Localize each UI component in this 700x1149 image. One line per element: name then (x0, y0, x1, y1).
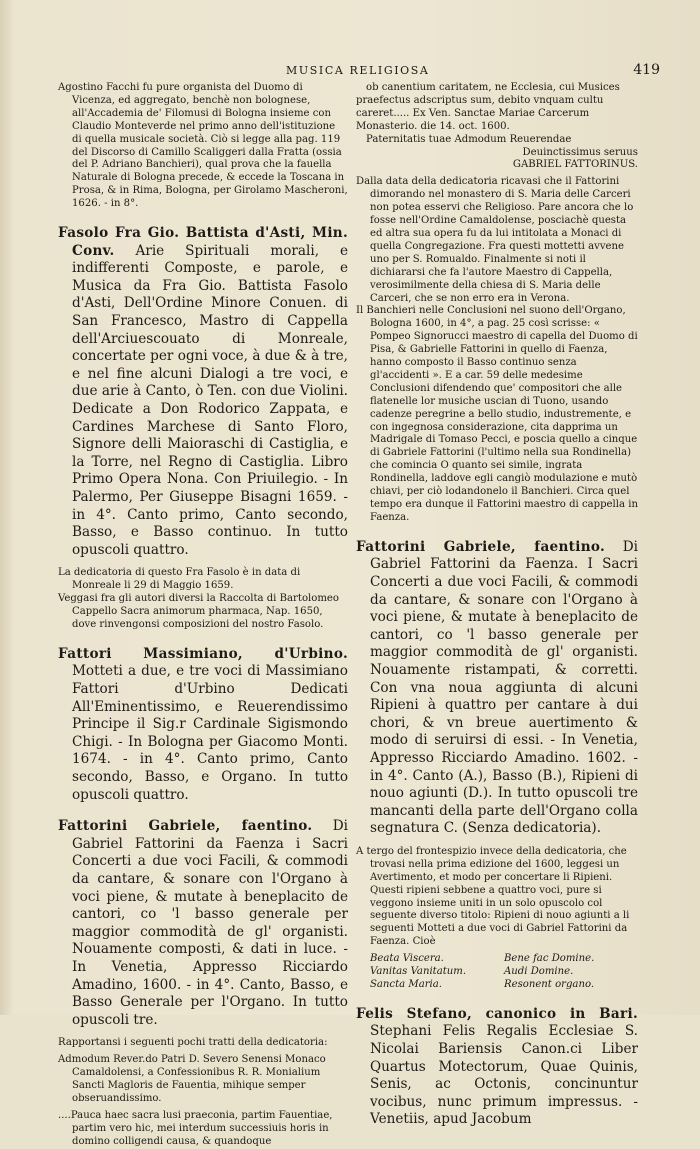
entry-heading: Felis Stefano, canonico in Bari. (356, 1005, 638, 1022)
incipit-item: Beata Viscera. (370, 953, 444, 965)
note-rapportansi: Rapportansi i seguenti pochi tratti della dedicatoria: (58, 1037, 328, 1049)
incipit-item: Audi Domine. (504, 966, 574, 978)
note-dalla-data: Dalla data della dedicatoria ricavasi che il Fattorini dimorando nel monastero di S. Maria delle Carceri non potea esservi che Religioso. Pare ancora che lo fosse nell'Ordine Camaldolense, posciachè questa ed altra sua opera fu da lui intitolata a Monaci di quella Congregazione. Fra questi mottetti avvene uno per S. Romualdo. Finalmente si noti il dichiararsi che fa l'autore Maestro di Cappella, verosimilmente della chiesa di S. Maria delle Carceri, che se non erro era in Verona. (356, 176, 634, 304)
note-dedication: La dedicatoria di questo Fra Fasolo è in data di Monreale li 29 di Maggio 1659. (58, 567, 301, 592)
closing-devinctissimus: Deuinctissimus seruus (522, 146, 638, 158)
left-column (58, 82, 348, 1149)
incipit-item: Vanitas Vanitatum. (370, 966, 467, 978)
entry-body: Stephani Felis Regalis Ecclesiae S. Nicolai Bariensis Canon.ci Liber Quartus Motectorum, Quae Quinis, Senis, ac Octonis, concinuntur vocibus, nunc primum impressus. - Venetiis, apud Jacobum (370, 1023, 638, 1128)
entry-heading: Fattori Massimiano, d'Urbino. (58, 645, 348, 662)
entry-heading: Fasolo Fra Gio. Battista d'Asti, Min. Conv. (58, 225, 348, 259)
note-raccolta: Veggasi fra gli autori diversi la Raccolta di Bartolomeo Cappello Sacra animorum pharmaca, Nap. 1650, dove rinvengonsi composizioni del nostro Fasolo. (58, 593, 339, 630)
incipit-list (356, 953, 638, 992)
intro-note: Agostino Facchi fu pure organista del Duomo di Vicenza, ed aggregato, benchè non bolognese, all'Accademia de' Filomusi di Bologna insieme con Claudio Monteverde nel primo anno dell'istituzione di quella musicale società. Ciò si legge alla pag. 119 del Discorso di Camillo Scaliggeri dalla Fratta (ossia del P. Adriano Banchieri), qual prova che la fauella Naturale di Bologna precede, & eccede la Toscana in Prosa, & in Rima, Bologna, per Girolamo Mascheroni, 1626. - in 8°. (58, 82, 348, 210)
note-banchieri: Il Banchieri nelle Conclusioni nel suono dell'Organo, Bologna 1600, in 4°, a pag. 25 così scrisse: « Pompeo Signorucci maestro di capella del Duomo di Pisa, & Gabrielle Fattorini in quello di Faenza, hanno composto il Basso continuo senza gl'accidenti ». E a car. 59 delle medesime Conclusioni difendendo que' compositori che alle flatenelle lor musiche uscian di Tuono, usando cadenze peregrine a bello studio, industremente, e con ingegnosa considerazione, cita dapprima un Madrigale di Tomaso Pecci, e poscia quello a cinque di Gabriele Fattorini (l'ultimo nella sua Rondinella) che comincia O quanto sei simile, ingrata Rondinella, laddove egli cangiò modulazione e mutò chiavi, per ciò lodandonelo il Banchieri. Circa quel tempo era dunque il Fattorini maestro di cappella in Faenza. (356, 305, 638, 523)
dedication-latin-cont: ob canentium caritatem, ne Ecclesia, cui Musices praefectus adscriptus sum, debito vnquam cultu careret..... Ex Ven. Sanctae Mariae Carcerum Monasterio. die 14. oct. 1600. (356, 82, 620, 132)
running-header (60, 62, 668, 82)
running-title: MUSICA RELIGIOSA (286, 64, 430, 77)
note-tergo: A tergo del frontespizio invece della dedicatoria, che trovasi nella prima edizione del 1600, leggesi un Avertimento, et modo per concertare li Ripieni. Questi ripieni sebbene a quattro voci, pure si veggono insieme uniti in un solo opuscolo col seguente diverso titolo: Ripieni di nouo agiunti a li seguenti Motteti a due voci di Gabriel Fattorini da Faenza. Cioè (356, 845, 630, 948)
dedication-address: Admodum Rever.do Patri D. Severo Senensi Monaco Camaldolensi, a Confessionibus R. R. Monialium Sancti Magloris de Fauentia, mihique semper obseruandissimo. (58, 1054, 326, 1104)
incipit-item: Sancta Maria. (370, 978, 443, 990)
entry-felis (356, 1006, 638, 1129)
entry-fattori (58, 646, 348, 804)
incipit-item: Bene fac Domine. (504, 953, 595, 965)
entry-body: Di Gabriel Fattorini da Faenza. I Sacri Concerti a due voci Facili, & commodi da cantare, & sonare con l'Organo à voci piene, & mutate à beneplacito de cantori, co 'l basso generale per maggior commodità de gl' organisti. Nouamente ristampati, & corretti. Con vna noua aggiunta di alcuni Ripieni à quattro per cantare à dui chori, & vn breue auertimento & modo di seruirsi di essi. - In Venetia, Appresso Ricciardo Amadino. 1602. - in 4°. Canto (A.), Basso (B.), Ripieni di nouo agiunti (D.). In tutto opuscoli tre mancanti della parte dell'Organo colla segnatura C. (Senza dedicatoria). (370, 538, 638, 837)
entry-body: Di Gabriel Fattorini da Faenza i Sacri Concerti a due voci Facili, & commodi da cantare, & sonare con l'Organo à voci piene, & mutate à beneplacito de cantori, co 'l basso generale per maggior commodità de gl' organisti. Nouamente composti, & dati in luce. - In Venetia, Appresso Ricciardo Amadino, 1600. - in 4°. Canto, Basso, e Basso Generale per l'Organo. In tutto opuscoli tre. (72, 818, 348, 1028)
signature: GABRIEL FATTORINUS. (512, 159, 638, 171)
page-number: 419 (633, 62, 660, 78)
dedication-latin: ....Pauca haec sacra lusi praeconia, partim Fauentiae, partim vero hic, mei interdum successiuis horis in domino colligendi causa, & quandoque (58, 1109, 333, 1147)
entry-fattorini-1602 (356, 539, 638, 838)
incipit-item: Resonent organo. (504, 978, 595, 990)
entry-fattorini-1600 (58, 818, 348, 1029)
entry-body: Arie Spirituali morali, e indifferenti Composte, e parole, e Musica da Fra Gio. Battista Fasolo d'Asti, Dell'Ordine Minore Conuen. di San Francesco, Mastro di Cappella dell'Arciuescouato di Monreale, concertate per ogni voce, à due & à tre, e nel fine alcuni Dialogi a tre voci, e due arie à Canto, ò Ten. con due Violini. Dedicate a Don Rodorico Zappata, e Cardines Marchese di Santo Floro, Signore delli Maioraschi di Castiglia, e la Torre, nel Regno di Castiglia. Libro Primo Opera Nona. Con Priuilegio. - In Palermo, Per Giuseppe Bisagni 1659. - in 4°. Canto primo, Canto secondo, Basso, e Basso continuo. In tutto opuscoli quattro. (72, 242, 348, 558)
entry-heading: Fattorini Gabriele, faentino. (58, 818, 313, 835)
entry-fasolo (58, 225, 348, 559)
entry-body: Motteti a due, e tre voci di Massimiano Fattori d'Urbino Dedicati All'Eminentissimo, e Reuerendissimo Principe il Sig.r Cardinale Sigismondo Chigi. - In Bologna per Giacomo Monti. 1674. - in 4°. Canto primo, Canto secondo, Basso, e Organo. In tutto opuscoli quattro. (72, 663, 348, 803)
closing-paternitatis: Paternitatis tuae Admodum Reuerendae (366, 133, 572, 145)
right-column (356, 82, 638, 1129)
entry-heading: Fattorini Gabriele, faentino. (356, 538, 606, 555)
